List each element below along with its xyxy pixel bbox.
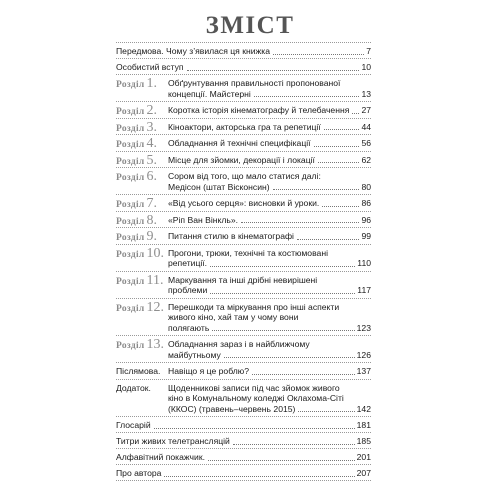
divider-rule <box>116 416 371 417</box>
dot-leader <box>187 70 360 71</box>
entry-text: Щоденникові записи під час зйомок живого <box>168 382 340 393</box>
divider-rule <box>116 211 371 212</box>
entry-line <box>168 248 371 259</box>
divider-rule <box>116 448 371 449</box>
entry-text: Навіщо я це роблю? <box>168 366 249 376</box>
chapter-number: 5. <box>146 152 158 168</box>
divider-rule <box>116 42 371 43</box>
entry-text: Глосарій <box>116 420 151 430</box>
entry-line <box>168 171 371 182</box>
entry-text: живого кіно, хай там у чому вони <box>168 312 299 322</box>
divider-rule <box>116 480 371 481</box>
toc-entry[interactable] <box>116 452 371 463</box>
dot-leader <box>324 129 360 130</box>
page-number: 86 <box>361 198 371 208</box>
chapter-word: Розділ <box>116 341 145 351</box>
divider-rule <box>116 271 371 272</box>
divider-rule <box>116 101 371 102</box>
dot-leader <box>297 239 359 240</box>
divider-rule <box>116 134 371 135</box>
chapter-number: 9. <box>146 229 158 244</box>
entry-text: «Від усього серця»: висновки й уроки. <box>168 198 320 208</box>
chapter-number: 13. <box>146 337 165 352</box>
entry-line <box>168 215 371 226</box>
entry-line <box>168 78 371 89</box>
chapter-label <box>116 76 157 92</box>
chapter-label <box>116 246 164 262</box>
entry-text: Обґрунтування правильності пропонованої <box>168 78 341 88</box>
entry-line <box>168 366 371 377</box>
dot-leader <box>322 206 359 207</box>
dot-leader <box>273 54 364 55</box>
chapter-number: 12. <box>146 299 165 315</box>
toc-entry[interactable] <box>168 138 371 149</box>
toc-entry[interactable] <box>168 171 371 192</box>
chapter-word: Розділ <box>116 216 145 227</box>
divider-rule <box>116 335 371 336</box>
dot-leader <box>352 113 359 114</box>
toc-entry[interactable] <box>116 436 371 447</box>
entry-line <box>116 420 371 431</box>
entry-text: Питання стилю в кінематографі <box>168 231 294 241</box>
entry-line <box>168 89 371 100</box>
chapter-word: Розділ <box>116 173 145 183</box>
entry-text: Передмова. Чому з’явилася ця книжка <box>116 46 270 56</box>
page-number: 7 <box>366 46 371 56</box>
entry-line <box>168 383 371 394</box>
entry-line <box>168 138 371 149</box>
toc-entry[interactable] <box>168 339 371 360</box>
entry-line <box>168 105 371 116</box>
entry-text: полягають <box>168 322 210 333</box>
entry-text: Алфавітний покажчик. <box>116 452 205 462</box>
chapter-number: 3. <box>146 119 158 135</box>
section-label: Додаток. <box>116 382 151 393</box>
divider-rule <box>116 432 371 433</box>
chapter-number: 6. <box>146 169 158 184</box>
page-number: 13 <box>361 88 371 99</box>
page-number: 80 <box>361 181 371 192</box>
entry-line <box>168 312 371 323</box>
entry-line <box>168 323 371 334</box>
dot-leader <box>154 428 355 429</box>
dot-leader <box>210 293 355 294</box>
dot-leader <box>224 357 355 358</box>
toc-entry[interactable] <box>168 248 371 269</box>
dot-leader <box>273 189 360 190</box>
entry-text: кіно в Комунальному коледжі Оклахома-Сіті <box>168 393 344 403</box>
entry-line <box>168 182 371 193</box>
dot-leader <box>318 162 360 163</box>
entry-line <box>168 122 371 133</box>
chapter-label <box>116 337 164 353</box>
dot-leader <box>208 460 355 461</box>
page-number: 181 <box>356 420 371 430</box>
entry-line <box>116 46 371 57</box>
divider-rule <box>116 227 371 228</box>
divider-rule <box>116 244 371 245</box>
toc-entry[interactable] <box>168 275 371 296</box>
entry-line <box>168 275 371 286</box>
toc-entry[interactable] <box>116 420 371 431</box>
entry-line <box>168 231 371 242</box>
dot-leader <box>233 444 355 445</box>
page-title: ЗМІСТ <box>205 12 295 39</box>
chapter-number: 2. <box>146 103 158 118</box>
entry-text: Маркування та інші дрібні невирішені <box>168 274 318 285</box>
chapter-label <box>116 169 157 185</box>
toc-entry[interactable] <box>168 231 371 242</box>
divider-rule <box>116 151 371 152</box>
entry-line <box>116 468 371 479</box>
page-number: 185 <box>356 436 371 446</box>
toc-entry[interactable] <box>168 215 371 226</box>
entry-line <box>116 452 371 463</box>
divider-rule <box>116 194 371 195</box>
dot-leader <box>254 96 360 97</box>
toc-entry[interactable] <box>168 122 371 133</box>
entry-text: Перешкоди та міркування про інші аспекти <box>168 301 340 312</box>
divider-rule <box>116 464 371 465</box>
page-number: 117 <box>357 285 371 295</box>
divider-rule <box>116 74 371 75</box>
page-number: 110 <box>357 258 371 268</box>
toc-entry[interactable] <box>168 105 371 116</box>
chapter-number: 4. <box>146 136 158 151</box>
entry-line <box>168 339 371 350</box>
chapter-label <box>116 300 164 316</box>
entry-text: репетиції. <box>168 258 208 268</box>
entry-text: Особистий вступ <box>116 62 184 72</box>
entry-text: проблеми <box>168 285 208 295</box>
entry-line <box>168 393 371 404</box>
entry-line <box>116 62 371 73</box>
entry-text: Про автора <box>116 468 162 478</box>
page-number: 207 <box>356 468 371 478</box>
section-label: Післямова. <box>116 366 161 376</box>
chapter-number: 10. <box>146 245 165 261</box>
dot-leader <box>252 374 355 375</box>
entry-text: Місце для зйомки, декорації і локації <box>168 154 315 165</box>
chapter-word: Розділ <box>116 80 145 90</box>
chapter-word: Розділ <box>116 123 145 134</box>
chapter-number: 7. <box>146 196 158 211</box>
page-number: 10 <box>361 62 371 72</box>
chapter-label <box>116 273 164 289</box>
dot-leader <box>298 411 354 412</box>
chapter-word: Розділ <box>116 233 145 243</box>
toc-entry[interactable] <box>168 198 371 209</box>
page-number: 137 <box>356 366 371 376</box>
page-number: 44 <box>361 121 371 132</box>
entry-text: Обладнання й технічні специфікації <box>168 138 311 148</box>
toc-entry[interactable] <box>168 78 371 99</box>
page-number: 126 <box>356 349 371 360</box>
page-number: 27 <box>361 105 371 115</box>
chapter-word: Розділ <box>116 303 145 314</box>
toc-entry[interactable] <box>116 62 371 73</box>
entry-text: (ККОС) (травень–червень 2015) <box>168 403 296 414</box>
chapter-word: Розділ <box>116 107 145 117</box>
chapter-number: 11. <box>146 272 164 288</box>
entry-text: Обладнання зараз і в найближчому <box>168 339 310 349</box>
chapter-word: Розділ <box>116 249 145 260</box>
divider-rule <box>116 167 371 168</box>
entry-line <box>168 198 371 209</box>
chapter-word: Розділ <box>116 140 145 150</box>
page-number: 56 <box>361 138 371 148</box>
entry-text: Медісон (штат Вісконсин) <box>168 181 270 192</box>
entry-text: майбутньому <box>168 349 221 360</box>
toc-entry[interactable] <box>168 366 371 377</box>
entry-line <box>168 404 371 415</box>
chapter-number: 1. <box>146 76 158 91</box>
toc-entry[interactable] <box>168 302 371 334</box>
dot-leader <box>314 146 360 147</box>
dot-leader <box>210 266 355 267</box>
page-number: 62 <box>361 154 371 165</box>
entry-text: Кіноактори, акторська гра та репетиції <box>168 121 321 132</box>
page-number: 201 <box>356 452 371 462</box>
entry-line <box>168 350 371 361</box>
entry-line <box>168 285 371 296</box>
divider-rule <box>116 379 371 380</box>
dot-leader <box>212 330 354 331</box>
page-number: 123 <box>356 322 371 333</box>
toc-entry[interactable] <box>168 383 371 415</box>
chapter-word: Розділ <box>116 156 145 167</box>
dot-leader <box>241 222 359 223</box>
entry-text: Сором від того, що мало статися далі: <box>168 171 321 181</box>
entry-text: концепції. Майстерні <box>168 88 251 99</box>
page-number: 142 <box>356 403 371 414</box>
toc-entry[interactable] <box>116 468 371 479</box>
divider-rule <box>116 118 371 119</box>
chapter-word: Розділ <box>116 276 145 287</box>
toc-entry[interactable] <box>116 46 371 57</box>
chapter-word: Розділ <box>116 200 145 210</box>
page-number: 99 <box>361 231 371 241</box>
entry-line <box>168 302 371 313</box>
entry-text: Прогони, трюки, технічні та костюмовані <box>168 247 328 258</box>
divider-rule <box>116 298 371 299</box>
entry-text: «Ріп Ван Вінкль». <box>168 214 239 225</box>
entry-line <box>168 258 371 269</box>
divider-rule <box>116 362 371 363</box>
divider-rule <box>116 58 371 59</box>
entry-line <box>116 436 371 447</box>
entry-line <box>168 155 371 166</box>
page-number: 96 <box>361 214 371 225</box>
entry-text: Титри живих телетрансляцій <box>116 436 230 446</box>
toc-entry[interactable] <box>168 155 371 166</box>
chapter-number: 8. <box>146 212 158 228</box>
dot-leader <box>164 476 354 477</box>
entry-text: Коротка історія кінематографу й телебачення <box>168 105 350 115</box>
